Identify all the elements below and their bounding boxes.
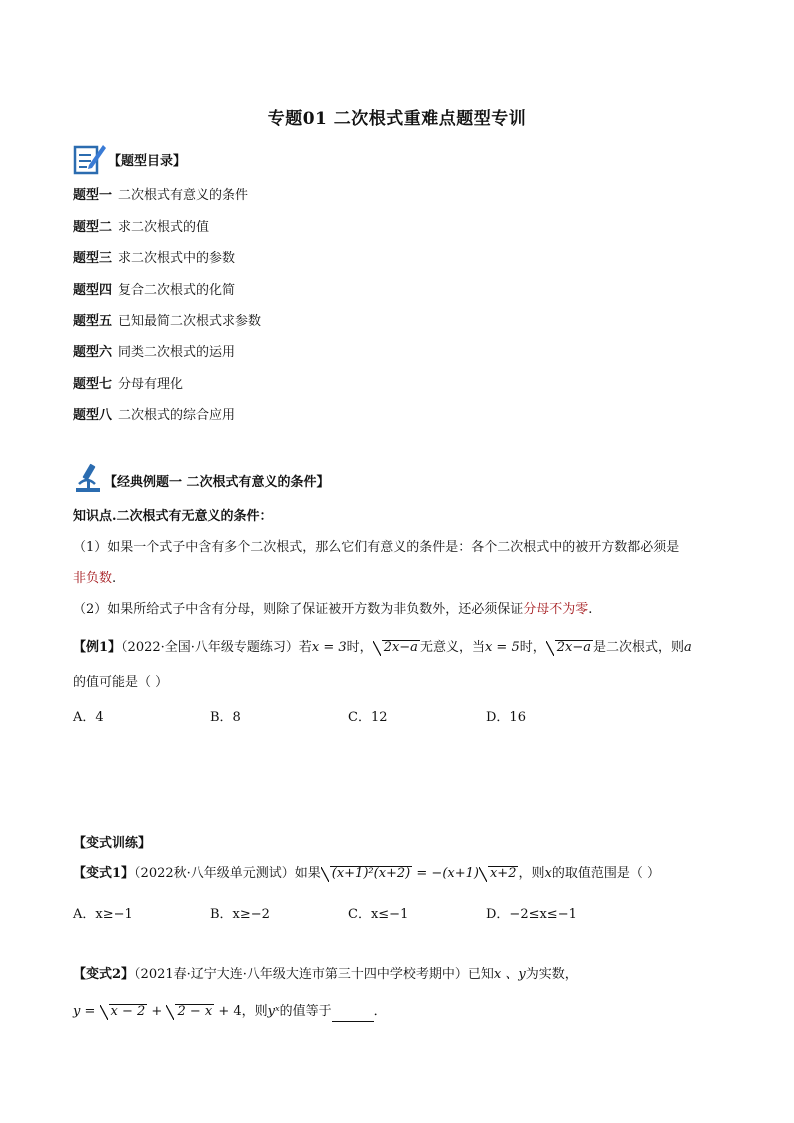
example1-option-c[interactable]: C．12 [348, 710, 388, 725]
sqrt-expression: 2x−a [383, 640, 418, 655]
example-section-header: 【经典例题一 二次根式有意义的条件】 [104, 475, 330, 490]
toc-header: 【题型目录】 [108, 154, 187, 169]
sqrt-expression: 2 − x [177, 1004, 213, 1019]
sqrt-expression: x+2 [489, 866, 517, 881]
toc-item[interactable]: 题型一 二次根式有意义的条件 [73, 188, 249, 203]
example1-question: 【例1】（2022·全国·八年级专题练习）若x = 3时， 2x−a 无意义，当x = 5时， 2x−a 是二次根式，则a [73, 640, 692, 655]
example1-option-b[interactable]: B．8 [210, 710, 241, 725]
example1-question-cont: 的值可能是（ ） [73, 675, 169, 690]
toc-item[interactable]: 题型二 求二次根式的值 [73, 220, 210, 235]
toc-item[interactable]: 题型四 复合二次根式的化简 [73, 283, 236, 298]
toc-item[interactable]: 题型八 二次根式的综合应用 [73, 408, 236, 423]
toc-item[interactable]: 题型五 已知最简二次根式求参数 [73, 314, 262, 329]
variant1-question: 【变式1】（2022秋·八年级单元测试）如果 (x+1)²(x+2) = −(x+1) x+2 ，则x的取值范围是（ ） [73, 866, 660, 881]
practice-header: 【变式训练】 [73, 836, 152, 851]
sqrt-expression: x − 2 [110, 1004, 146, 1019]
variant1-option-a[interactable]: A．x≥−1 [73, 907, 133, 922]
highlight-nonnegative: 非负数 [73, 571, 113, 586]
answer-blank[interactable] [332, 1008, 374, 1022]
example1-option-d[interactable]: D．16 [486, 710, 526, 725]
knowledge-point-2: （2）如果所给式子中含有分母，则除了保证被开方数为非负数外，还必须保证分母不为零. [73, 602, 593, 617]
microscope-icon [73, 462, 103, 494]
variant2-question: 【变式2】（2021春·辽宁大连·八年级大连市第三十四中学校考期中）已知x 、y为实数， [73, 967, 578, 982]
variant1-option-d[interactable]: D．−2≤x≤−1 [486, 907, 577, 922]
sqrt-expression: 2x−a [556, 640, 591, 655]
variant2-equation: y = x − 2 + 2 − x + 4，则yˣ的值等于 ． [73, 1002, 387, 1022]
highlight-nonzero-denominator: 分母不为零 [523, 602, 589, 617]
toc-item[interactable]: 题型三 求二次根式中的参数 [73, 251, 236, 266]
variant1-label: 【变式1】 [73, 866, 135, 881]
knowledge-point-1: （1）如果一个式子中含有多个二次根式，那么它们有意义的条件是：各个二次根式中的被开方数都必须是 [73, 540, 680, 555]
page-title: 专题01 二次根式重难点题型专训 [267, 109, 527, 129]
toc-item[interactable]: 题型七 分母有理化 [73, 377, 184, 392]
notepad-icon [73, 141, 107, 175]
knowledge-title: 知识点.二次根式有无意义的条件： [73, 509, 273, 524]
sqrt-expression: (x+1)²(x+2) [331, 866, 411, 881]
variant2-label: 【变式2】 [73, 967, 135, 982]
example1-label: 【例1】 [73, 640, 122, 655]
variant1-option-c[interactable]: C．x≤−1 [348, 907, 409, 922]
knowledge-point-1-cont: 非负数. [73, 571, 117, 586]
example1-option-a[interactable]: A．4 [73, 710, 104, 725]
toc-item[interactable]: 题型六 同类二次根式的运用 [73, 345, 236, 360]
variant1-option-b[interactable]: B．x≥−2 [210, 907, 270, 922]
